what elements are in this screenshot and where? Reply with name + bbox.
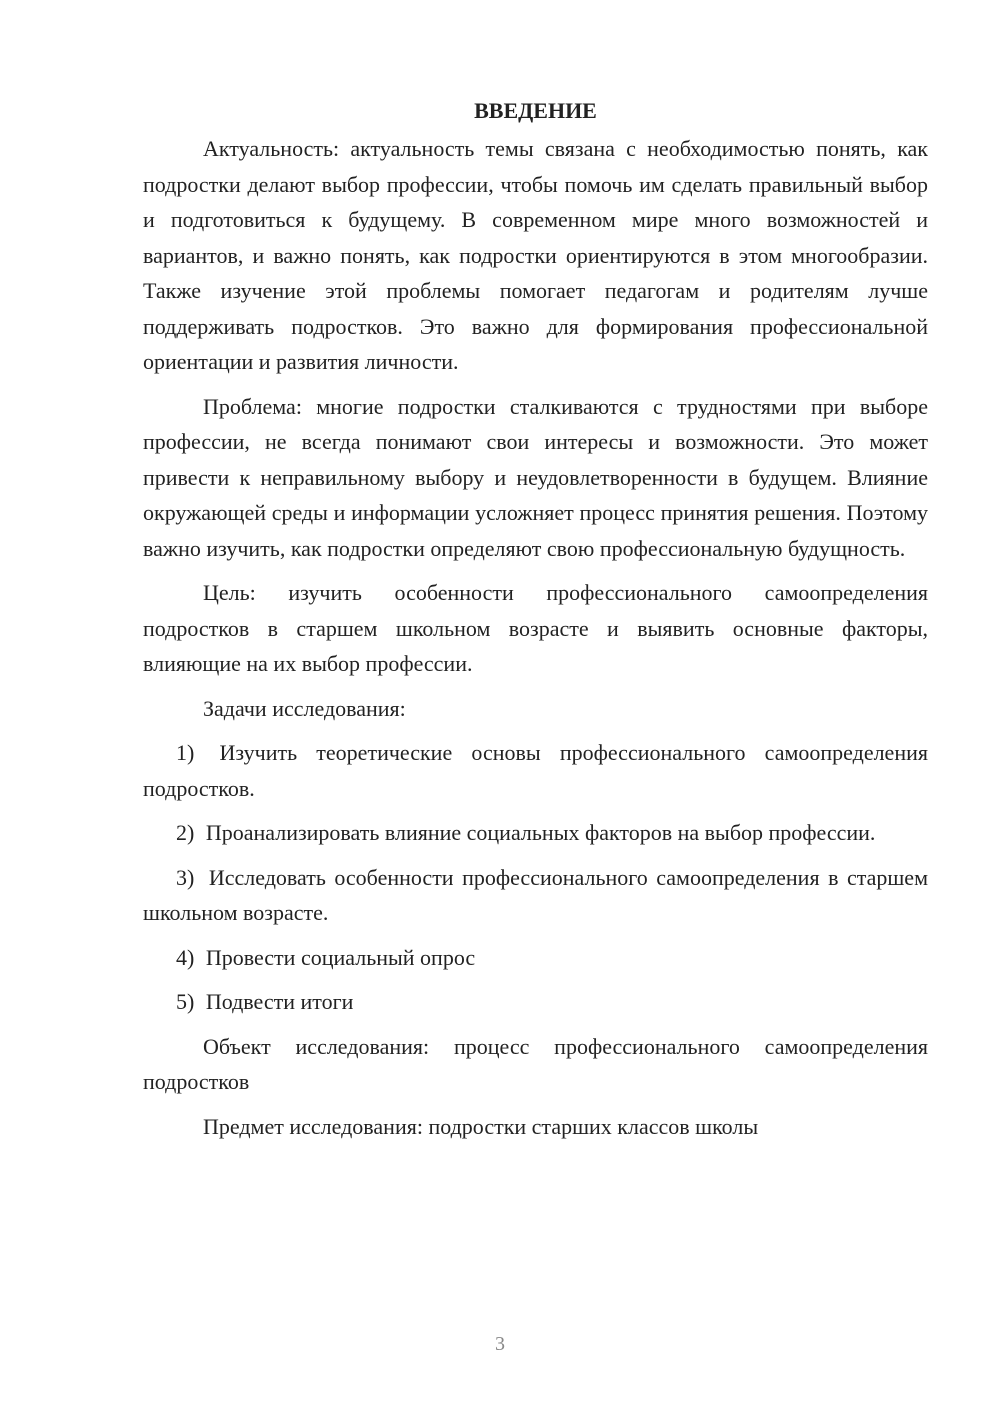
list-item-number: 4) (176, 944, 195, 970)
document-page (143, 95, 928, 1153)
paragraph-goal: Цель: изучить особенности профессионального самоопределения подростков в старшем школьном возрасте и выявить основные факторы, влияющие на их выбор профессии. (143, 580, 928, 676)
tasks-list (143, 735, 928, 1020)
list-item-number: 3) (176, 864, 195, 890)
list-item (143, 940, 928, 976)
paragraph-subject: Предмет исследования: подростки старших классов школы (203, 1113, 759, 1139)
list-item-text: Провести социальный опрос (205, 944, 476, 970)
document-title: ВВЕДЕНИЕ (474, 98, 597, 123)
paragraph-object: Объект исследования: процесс профессионального самоопределения подростков (143, 1033, 928, 1094)
page-number: 3 (495, 1333, 505, 1355)
list-item-text: Подвести итоги (205, 989, 354, 1014)
list-item-text: Исследовать особенности профессионального самоопределения в старшем школьном возрасте. (143, 864, 928, 925)
list-item-text: Изучить теоретические основы профессионального самоопределения подростков. (143, 740, 928, 801)
list-item-number: 1) (176, 740, 195, 765)
list-item (143, 815, 928, 851)
list-item-number: 5) (176, 989, 195, 1014)
list-item (143, 735, 928, 806)
list-item (143, 984, 928, 1020)
tasks-heading: Задачи исследования: (203, 695, 406, 721)
paragraph-problem: Проблема: многие подростки сталкиваются с трудностями при выборе профессии, не всегда понимают свои интересы и возможности. Это может привести к неправильному выбору и неудовлетворенности в будущем. Влияние окружающей среды и информации усложняет процесс принятия решения. Поэтому важно изучить, как подростки определяют свою профессиональную будущность. (143, 393, 928, 561)
list-item (143, 860, 928, 931)
list-item-number: 2) (176, 820, 195, 845)
paragraph-relevance: Актуальность: актуальность темы связана с необходимостью понять, как подростки делают выбор профессии, чтобы помочь им сделать правильный выбор и подготовиться к будущему. В современном мире много возможностей и вариантов, и важно понять, как подростки ориентируются в этом многообразии. Также изучение этой проблемы помогает педагогам и родителям лучше поддерживать подростков. Это важно для формирования профессиональной ориентации и развития личности. (143, 136, 928, 374)
list-item-text: Проанализировать влияние социальных факторов на выбор профессии. (205, 820, 876, 845)
